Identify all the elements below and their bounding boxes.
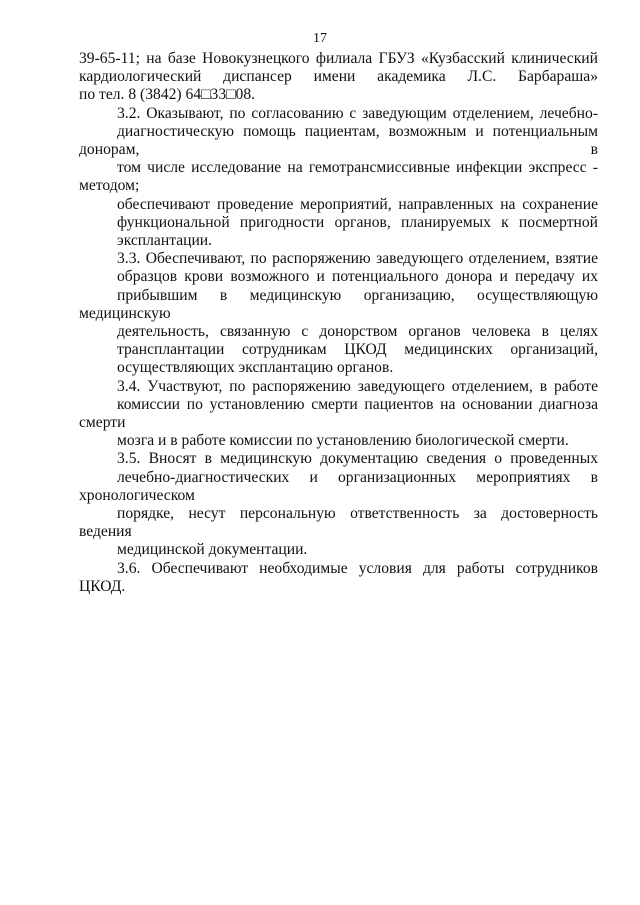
text-line: 39-65-11; на базе Новокузнецкого филиала ГБУЗ «Кузбасский клинический — [79, 50, 598, 67]
text-line: образцов крови возможного и потенциального донора и передачу их — [117, 268, 598, 286]
paragraph-3-2 — [79, 105, 598, 251]
paragraph-3-3 — [79, 250, 598, 377]
text-line: трансплантации сотрудникам ЦКОД медицинских организаций, — [117, 341, 598, 359]
text-line: диагностическую помощь пациентам, возможным и потенциальным донорам, в — [79, 122, 598, 159]
text-line: медицинской документации. — [117, 541, 308, 559]
text-line: 3.6. Обеспечивают необходимые условия для работы сотрудников ЦКОД. — [79, 559, 598, 595]
text-line: функциональной пригодности органов, планируемых к посмертной — [117, 213, 598, 231]
text-line: 3.4. Участвуют, по распоряжению заведующего отделением, в работе — [117, 377, 598, 395]
text-line: эксплантации. — [117, 232, 213, 250]
text-line: 3.3. Обеспечивают, по распоряжению заведующего отделением, взятие — [117, 250, 598, 268]
paragraph-3-5 — [79, 450, 598, 559]
document-body — [79, 50, 598, 596]
text-line: прибывшим в медицинскую организацию, осуществляющую медицинскую — [79, 286, 598, 322]
text-line: комиссии по установлению смерти пациентов на основании диагноза смерти — [79, 395, 598, 432]
text-line: порядке, несут персональную ответственность за достоверность ведения — [79, 505, 598, 541]
text-line: том числе исследование на гемотрансмиссивные инфекции экспресс - методом; — [79, 159, 598, 195]
text-line: лечебно-диагностических и организационных мероприятиях в хронологическом — [79, 468, 598, 504]
paragraph-continuation — [79, 50, 598, 105]
text-line: деятельность, связанную с донорством органов человека в целях — [117, 323, 598, 341]
text-line: по тел. 8 (3842) 64□33□08. — [79, 86, 256, 104]
text-line: 3.2. Оказывают, по согласованию с заведующим отделением, лечебно- — [117, 104, 598, 122]
text-line: осуществляющих эксплантацию органов. — [117, 359, 394, 377]
paragraph-3-6 — [79, 560, 598, 596]
text-line: кардиологический диспансер имени академика Л.С. Барбараша» — [79, 68, 598, 86]
text-line: 3.5. Вносят в медицинскую документацию сведения о проведенных — [117, 450, 598, 468]
page-number: 17 — [313, 31, 327, 46]
text-line: мозга и в работе комиссии по установлению биологической смерти. — [117, 432, 569, 450]
text-line: обеспечивают проведение мероприятий, направленных на сохранение — [117, 195, 598, 213]
paragraph-3-4 — [79, 378, 598, 451]
